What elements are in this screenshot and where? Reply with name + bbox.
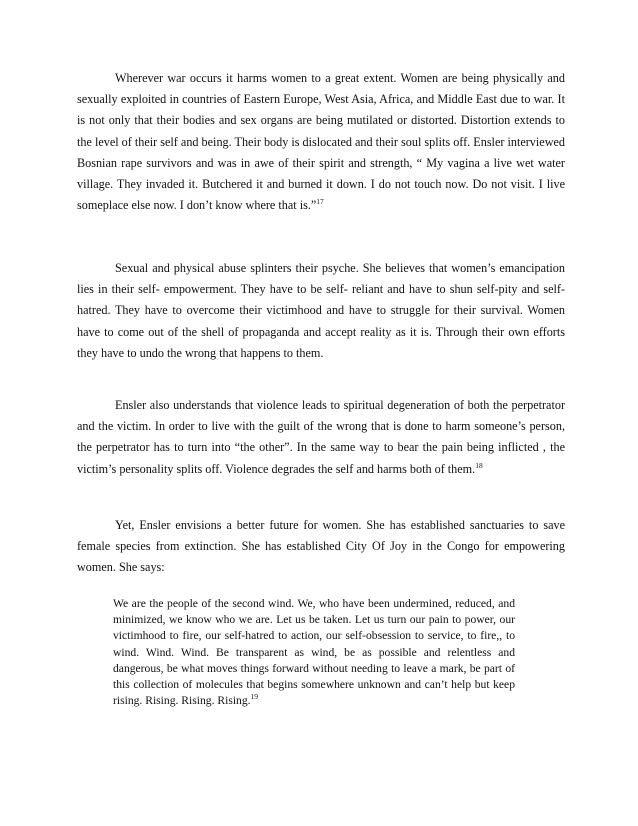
paragraph-better-future (77, 515, 565, 579)
paragraph-text: Yet, Ensler envisions a better future for women. She has established sanctuaries to save female species from extinction. She has established City Of Joy in the Congo for empowering women. She says: (77, 518, 565, 575)
paragraph-abuse-psyche (77, 258, 565, 364)
paragraph-text: Wherever war occurs it harms women to a great extent. Women are being physically and sexually exploited in countries of Eastern Europe, West Asia, Africa, and Middle East due to war. It is not only that their bodies and sex organs are being mutilated or distorted. Distortion extends to the level of their self and being. Their body is dislocated and their soul splits off. Ensler interviewed Bosnian rape survivors and was in awe of their spirit and strength, “ My vagina a live wet water village. They invaded it. Butchered it and burned it down. I do not touch now. Do not visit. I live someplace else now. I don’t know where that is.” (77, 71, 565, 213)
footnote-ref: 19 (250, 692, 259, 702)
footnote-ref: 18 (475, 460, 483, 470)
footnote-ref: 17 (316, 197, 324, 207)
quote-text: We are the people of the second wind. We, who have been undermined, reduced, and minimized, we know who we are. Let us be taken. Let us turn our pain to power, our victimhood to fire, our self-hatred to action, our self-obsession to service, to fire,, to wind. Wind. Wind. Be transparent as wind, be as possible and relentless and dangerous, be what moves things forward without needing to leave a mark, be part of this collection of molecules that begins somewhere unknown and can’t help but keep rising. Rising. Rising. Rising. (113, 597, 515, 708)
paragraph-text: Sexual and physical abuse splinters their psyche. She believes that women’s emancipation lies in their self- empowerment. They have to be self- reliant and have to shun self-pity and self-hatred. They have to overcome their victimhood and have to struggle for their survival. Women have to come out of the shell of propaganda and accept reality as it is. Through their own efforts they have to undo the wrong that happens to them. (77, 261, 565, 360)
paragraph-text: Ensler also understands that violence leads to spiritual degeneration of both the perpetrator and the victim. In order to live with the guilt of the wrong that is done to harm someone’s person, the perpetrator has to turn into “the other”. In the same way to bear the pain being inflicted , the victim’s personality splits off. Violence degrades the self and harms both of them. (77, 398, 565, 476)
paragraph-spiritual-degeneration (77, 395, 565, 480)
block-quote (113, 596, 515, 709)
paragraph-war-harms-women (77, 68, 565, 216)
